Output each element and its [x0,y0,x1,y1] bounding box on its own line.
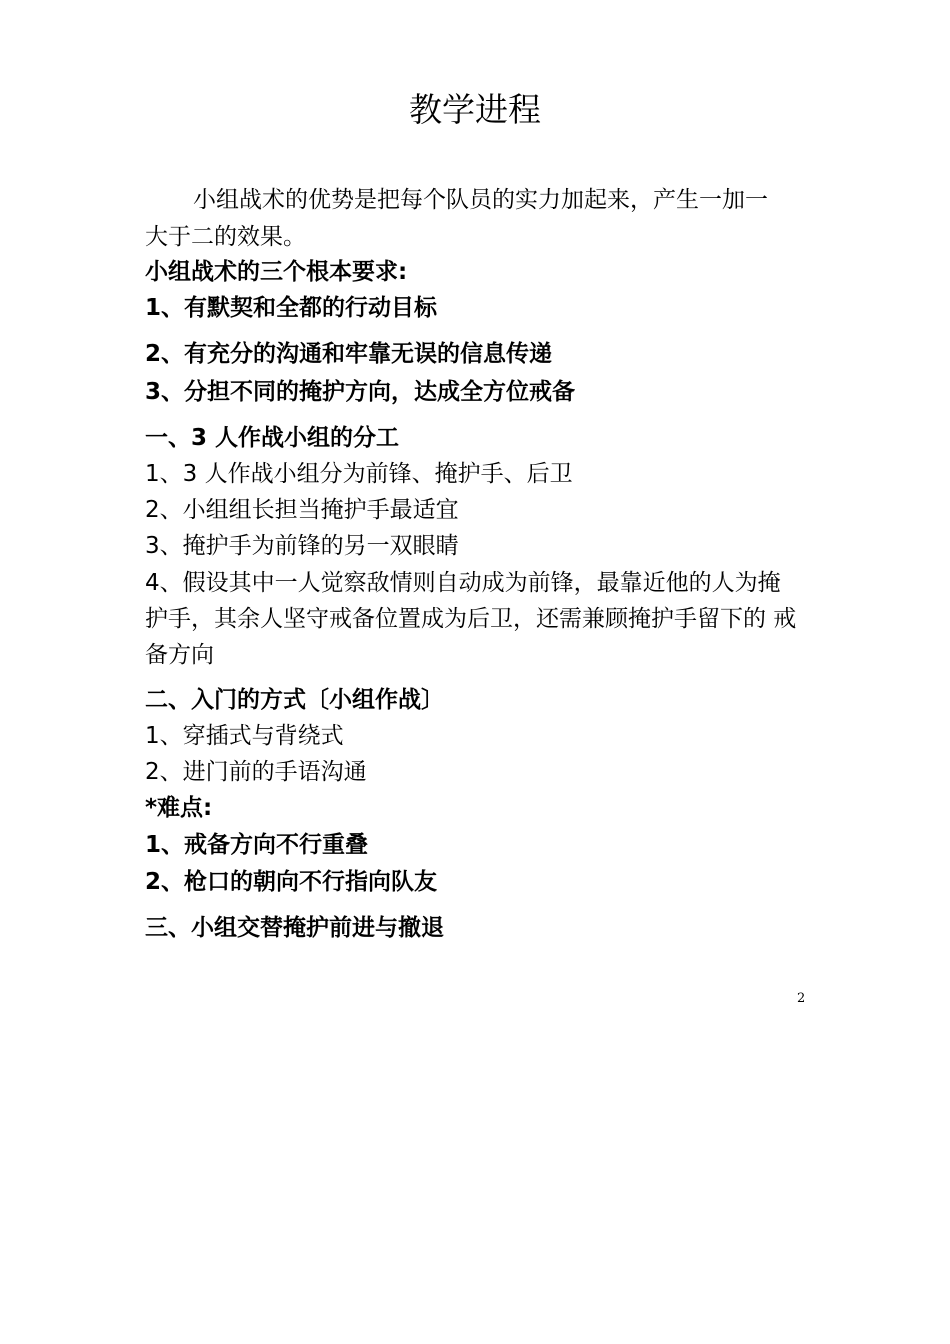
requirement-item: 2、有充分的沟通和牢靠无误的信息传递 [145,341,553,367]
page-number: 2 [797,991,806,1006]
section-heading: 二、入门的方式〔小组作战〕 [145,687,444,713]
list-item: 3、掩护手为前锋的另一双眼睛 [145,533,459,559]
difficulty-item: 2、枪口的朝向不行指向队友 [145,869,438,895]
section-heading: 一、3 人作战小组的分工 [145,425,400,451]
list-item-line: 4、假设其中一人觉察敌情则自动成为前锋，最靠近他的人为掩 [145,570,781,596]
requirement-item: 1、有默契和全都的行动目标 [145,295,438,321]
list-item: 2、进门前的手语沟通 [145,759,367,785]
list-item: 1、穿插式与背绕式 [145,723,344,749]
section-heading: 三、小组交替掩护前进与撤退 [145,915,444,941]
requirement-item: 3、分担不同的掩护方向，达成全方位戒备 [145,379,576,405]
difficulty-item: 1、戒备方向不行重叠 [145,832,369,858]
list-item-line: 备方向 [145,642,214,668]
difficulties-heading: *难点: [145,795,213,821]
requirements-heading: 小组战术的三个根本要求: [145,259,408,285]
list-item: 2、小组组长担当掩护手最适宜 [145,497,459,523]
list-item-line: 护手，其余人坚守戒备位置成为后卫，还需兼顾掩护手留下的 戒 [145,606,797,632]
page-title: 教学进程 [409,90,541,129]
intro-line-1: 小组战术的优势是把每个队员的实力加起来，产生一加一 [193,187,768,213]
list-item: 1、3 人作战小组分为前锋、掩护手、后卫 [145,461,573,487]
intro-line-2: 大于二的效果。 [145,224,306,250]
